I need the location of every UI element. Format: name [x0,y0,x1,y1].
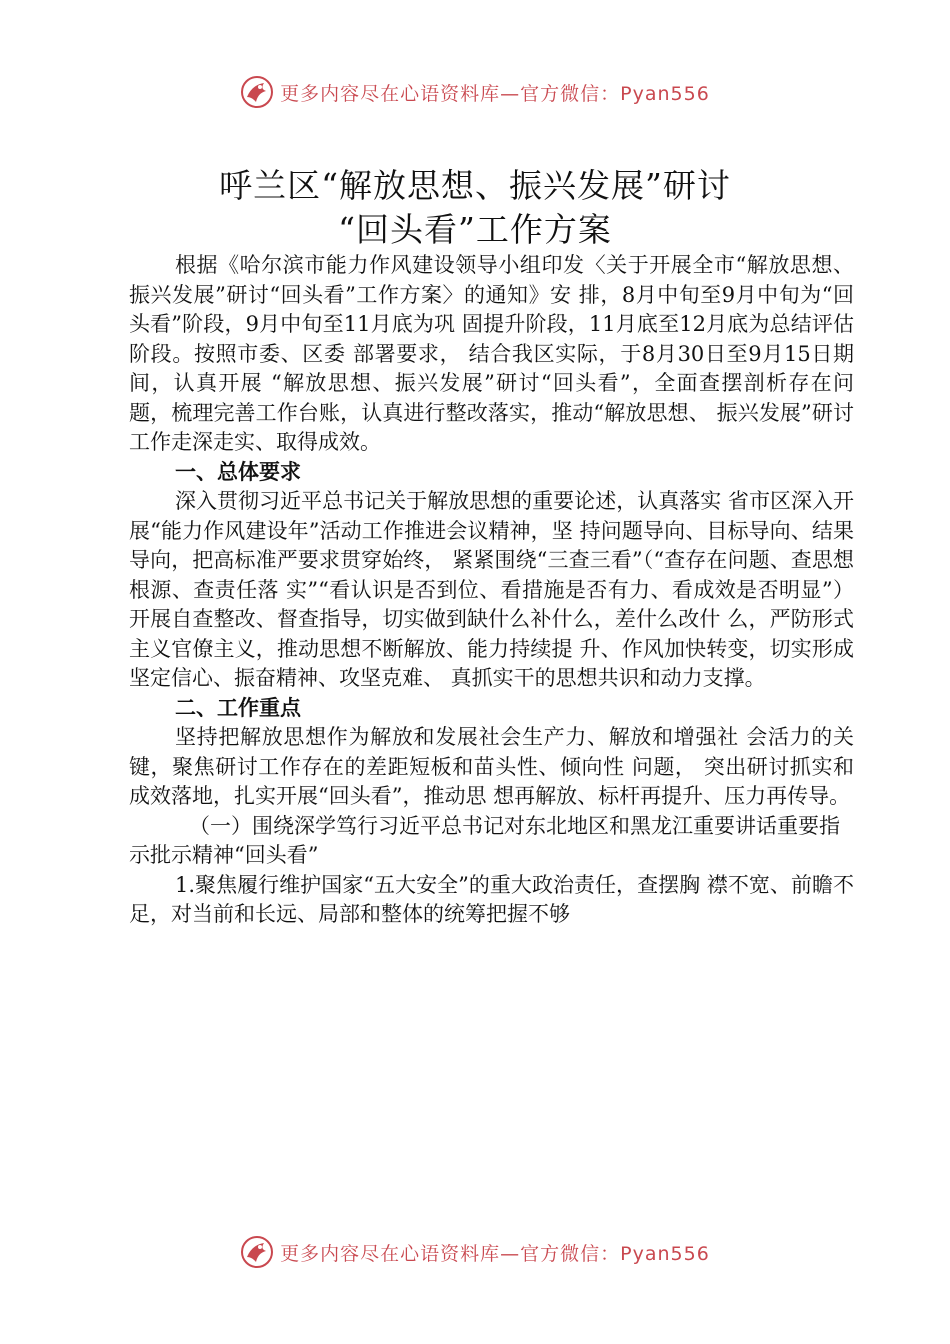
document-title-line2: “回头看”工作方案 [338,210,612,249]
watermark-text: 更多内容尽在心语资料库—官方微信：Pyan556 [280,1242,710,1265]
document-title-line1: 呼兰区“解放思想、振兴发展”研讨 [219,166,731,205]
seal-logo-icon [240,1235,274,1269]
section1-heading: 一、总体要求 [175,459,301,484]
subsection1-heading: （一）围绕深学笃行习近平总书记对东北地区和黑龙江重要讲话重要指示批示精神“回头看” [129,813,840,867]
item1-paragraph: 1.聚焦履行维护国家“五大安全”的重大政治责任，查摆胸 襟不宽、前瞻不足，对当前和长远、局部和整体的统筹把握不够 [129,872,854,926]
intro-paragraph: 根据《哈尔滨市能力作风建设领导小组印发〈关于开展全市“解放思想、振兴发展”研讨“回头看”工作方案〉的通知》安 排，8月中旬至9月中旬为“回头看”阶段，9月中旬至11月底为巩 固提升阶段，11月底至12月底为总结评估阶段。按照市委、区委 部署要求， 结合我区实际，于8月30日至9月15日期间，认真开展 “解放思想、振兴发展”研讨“回头看”，全面查摆剖析存在问 题，梳理完善工作台账，认真进行整改落实，推动“解放思想、 振兴发展”研讨工作走深走实、取得成效。 [129,253,854,454]
watermark-banner-bottom [0,1232,950,1272]
watermark-text: 更多内容尽在心语资料库—官方微信：Pyan556 [280,82,710,105]
section2-paragraph: 坚持把解放思想作为解放和发展社会生产力、解放和增强社 会活力的关键，聚焦研讨工作存在的差距短板和苗头性、倾向性 问题， 突出研讨抓实和成效落地，扎实开展“回头看”，推动思 想再解放、标杆再提升、压力再传导。 [129,725,854,808]
section1-paragraph: 深入贯彻习近平总书记关于解放思想的重要论述，认真落实 省市区深入开展“能力作风建设年”活动工作推进会议精神，坚 持问题导向、目标导向、结果导向，把高标准严要求贯穿始终， 紧紧围绕“三查三看”（“查存在问题、查思想根源、查责任落 实”“看认识是否到位、看措施是否有力、看成效是否明显”） 开展自查整改、督查指导，切实做到缺什么补什么，差什么改什 么，严防形式主义官僚主义，推动思想不断解放、能力持续提 升、作风加快转变，切实形成坚定信心、振奋精神、攻坚克难、 真抓实干的思想共识和动力支撑。 [129,489,854,690]
watermark-banner-top [0,72,950,112]
document-body [129,251,854,930]
section2-heading: 二、工作重点 [175,695,301,720]
seal-logo-icon [240,75,274,109]
